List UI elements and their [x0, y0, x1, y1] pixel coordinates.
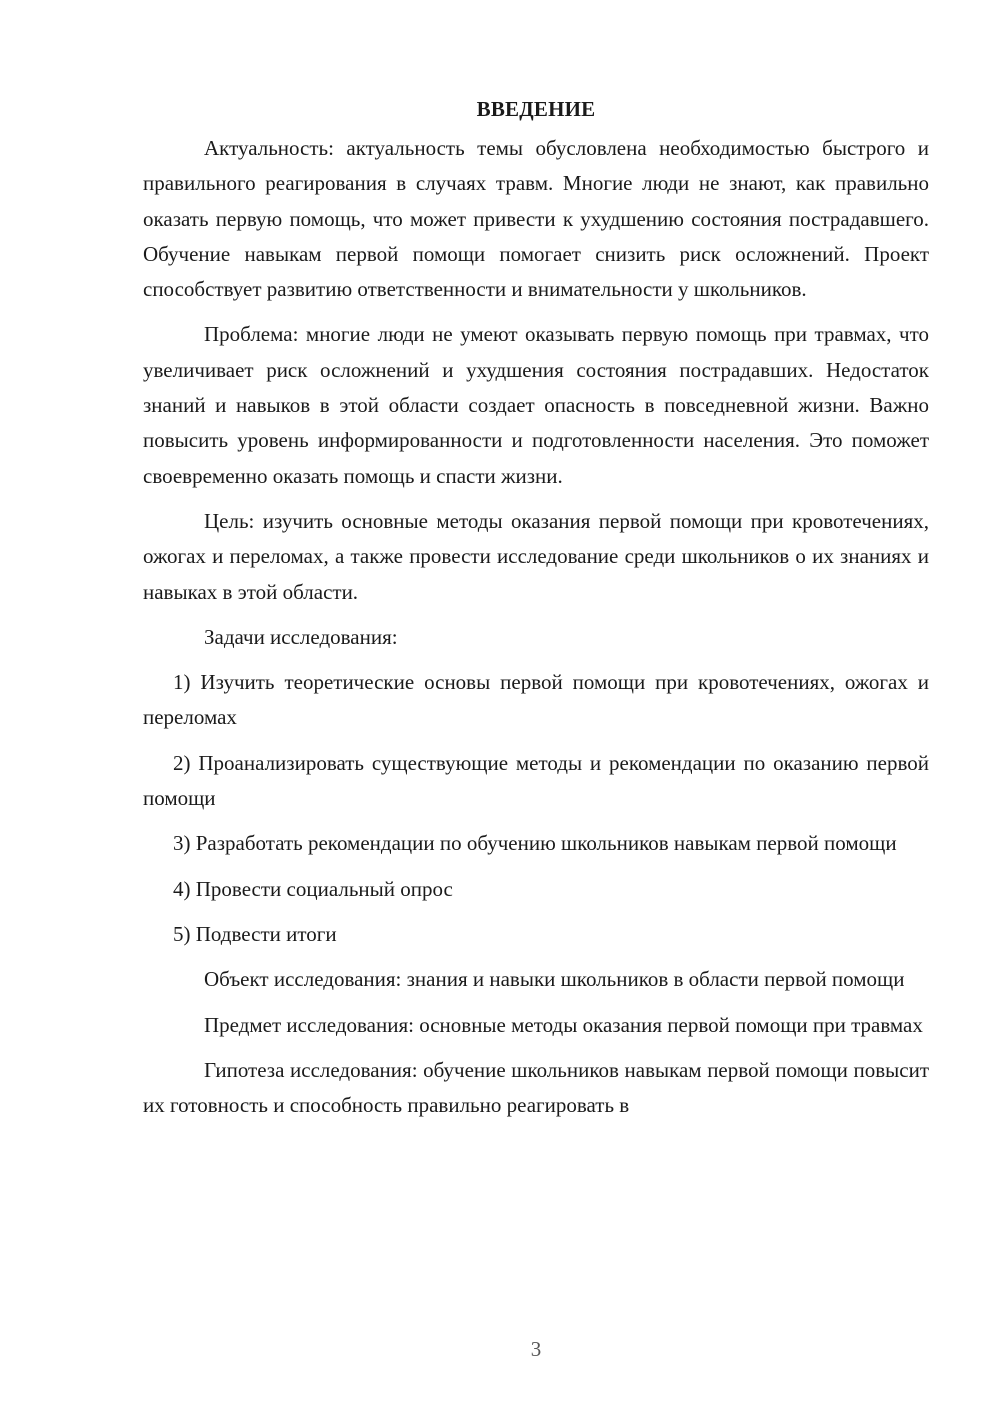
task-item-3: 3) Разработать рекомендации по обучению школьников навыкам первой помощи — [173, 831, 897, 856]
tasks-heading: Задачи исследования: — [204, 624, 398, 649]
page-title: ВВЕДЕНИЕ — [476, 97, 596, 121]
page-number: 3 — [530, 1337, 542, 1361]
paragraph-subject: Предмет исследования: основные методы оказания первой помощи при травмах — [204, 1012, 923, 1037]
paragraph-object: Объект исследования: знания и навыки школьников в области первой помощи — [204, 967, 905, 992]
task-item-1: 1) Изучить теоретические основы первой помощи при кровотечениях, ожогах и переломах — [143, 670, 929, 730]
paragraph-relevance: Актуальность: актуальность темы обусловлена необходимостью быстрого и правильного реагирования в случаях травм. Многие люди не знают, как правильно оказать первую помощь, что может привести к ухудшению состояния пострадавшего. Обучение навыкам первой помощи помогает снизить риск осложнений. Проект способствует развитию ответственности и внимательности у школьников. — [143, 136, 929, 302]
paragraph-goal: Цель: изучить основные методы оказания первой помощи при кровотечениях, ожогах и переломах, а также провести исследование среди школьников о их знаниях и навыках в этой области. — [143, 508, 929, 604]
task-item-4: 4) Провести социальный опрос — [173, 876, 453, 901]
task-item-2: 2) Проанализировать существующие методы и рекомендации по оказанию первой помощи — [143, 750, 929, 811]
paragraph-problem: Проблема: многие люди не умеют оказывать первую помощь при травмах, что увеличивает риск осложнений и ухудшения состояния пострадавших. Недостаток знаний и навыков в этой области создает опасность в повседневной жизни. Важно повысить уровень информированности и подготовленности населения. Это поможет своевременно оказать помощь и спасти жизни. — [143, 322, 929, 488]
paragraph-hypothesis: Гипотеза исследования: обучение школьников навыкам первой помощи повысит их готовность и способность правильно реагировать в — [143, 1057, 929, 1118]
page-content — [143, 92, 929, 1133]
task-item-5: 5) Подвести итоги — [173, 921, 337, 946]
